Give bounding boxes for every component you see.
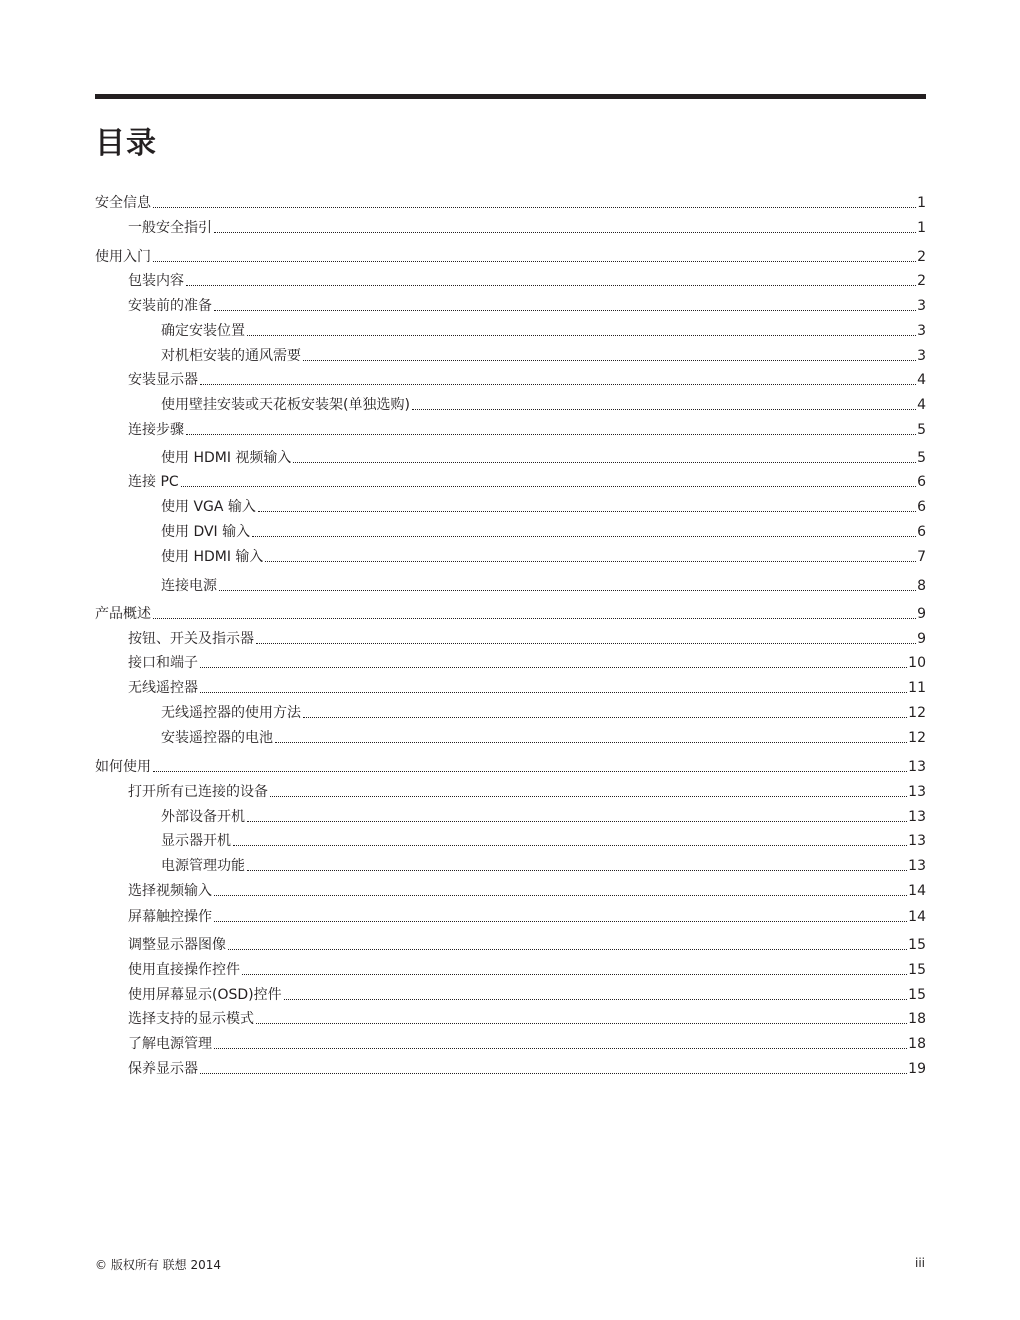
- toc-entry-label: 使用直接操作控件: [128, 962, 240, 978]
- toc-entry-label: 包装内容: [128, 273, 184, 289]
- toc-entry[interactable]: [95, 957, 926, 979]
- toc-entry-page: 7: [917, 549, 926, 565]
- toc-entry-label: 屏幕触控操作: [128, 909, 212, 925]
- toc-entry[interactable]: [95, 853, 926, 875]
- leader-dots: [270, 796, 907, 797]
- toc-entry-label: 使用 HDMI 视频输入: [161, 450, 292, 466]
- toc-entry-page: 6: [917, 524, 926, 540]
- toc-entry-page: 13: [908, 784, 926, 800]
- leader-dots: [153, 771, 907, 772]
- leader-dots: [275, 742, 907, 743]
- leader-dots: [242, 974, 907, 975]
- leader-dots: [247, 821, 907, 822]
- toc-entry[interactable]: [95, 469, 926, 491]
- toc-entry-label: 外部设备开机: [161, 809, 245, 825]
- leader-dots: [256, 643, 916, 644]
- leader-dots: [247, 870, 907, 871]
- toc-entry-page: 15: [908, 987, 926, 1003]
- toc-entry-page: 13: [908, 833, 926, 849]
- leader-dots: [247, 335, 916, 336]
- leader-dots: [153, 261, 916, 262]
- leader-dots: [214, 310, 916, 311]
- toc-entry[interactable]: [95, 367, 926, 389]
- toc-entry-page: 9: [917, 631, 926, 647]
- page-title: 目录: [95, 126, 157, 161]
- toc-entry-label: 使用屏幕显示(OSD)控件: [128, 987, 282, 1003]
- toc-entry-page: 5: [917, 450, 926, 466]
- toc-entry[interactable]: [95, 244, 926, 266]
- toc-entry-page: 19: [908, 1061, 926, 1077]
- toc-entry-label: 无线遥控器: [128, 680, 198, 696]
- toc-entry[interactable]: [95, 494, 926, 516]
- leader-dots: [219, 590, 916, 591]
- toc-entry[interactable]: [95, 982, 926, 1004]
- toc-entry-label: 如何使用: [95, 759, 151, 775]
- toc-entry[interactable]: [95, 725, 926, 747]
- toc-entry[interactable]: [95, 754, 926, 776]
- toc-entry-page: 2: [917, 249, 926, 265]
- leader-dots: [153, 618, 916, 619]
- toc-entry[interactable]: [95, 1006, 926, 1028]
- toc-entry-label: 使用入门: [95, 249, 151, 265]
- toc-entry-label: 连接电源: [161, 578, 217, 594]
- toc-entry[interactable]: [95, 392, 926, 414]
- header-rule: [95, 94, 926, 99]
- toc-entry-page: 1: [917, 220, 926, 236]
- leader-dots: [200, 667, 907, 668]
- toc-entry[interactable]: [95, 417, 926, 439]
- toc-entry-page: 11: [908, 680, 926, 696]
- toc-entry[interactable]: [95, 932, 926, 954]
- toc-entry-label: 安装遥控器的电池: [161, 730, 273, 746]
- toc-entry-label: 使用 DVI 输入: [161, 524, 251, 540]
- leader-dots: [265, 561, 916, 562]
- toc-entry[interactable]: [95, 1031, 926, 1053]
- toc-entry-page: 10: [908, 655, 926, 671]
- toc-entry-label: 按钮、开关及指示器: [128, 631, 254, 647]
- toc-entry-page: 3: [917, 348, 926, 364]
- toc-entry-label: 连接 PC: [128, 474, 179, 490]
- toc-entry[interactable]: [95, 268, 926, 290]
- toc-entry-page: 3: [917, 323, 926, 339]
- toc-entry-label: 保养显示器: [128, 1061, 198, 1077]
- toc-entry[interactable]: [95, 445, 926, 467]
- toc-entry-label: 安装显示器: [128, 372, 198, 388]
- toc-entry-label: 无线遥控器的使用方法: [161, 705, 301, 721]
- leader-dots: [256, 1023, 907, 1024]
- toc-entry-page: 13: [908, 759, 926, 775]
- leader-dots: [186, 434, 916, 435]
- toc-entry-label: 选择视频输入: [128, 883, 212, 899]
- toc-entry-page: 12: [908, 730, 926, 746]
- toc-entry-label: 打开所有已连接的设备: [128, 784, 268, 800]
- toc-entry-page: 18: [908, 1011, 926, 1027]
- toc-entry-label: 安装前的准备: [128, 298, 212, 314]
- toc-entry-page: 6: [917, 474, 926, 490]
- leader-dots: [252, 536, 916, 537]
- toc-entry[interactable]: [95, 318, 926, 340]
- toc-entry-label: 安全信息: [95, 195, 151, 211]
- leader-dots: [200, 1073, 907, 1074]
- toc-entry-label: 产品概述: [95, 606, 151, 622]
- toc-entry-page: 4: [917, 397, 926, 413]
- toc-entry-label: 选择支持的显示模式: [128, 1011, 254, 1027]
- toc-entry-label: 连接步骤: [128, 422, 184, 438]
- page-number: iii: [914, 1256, 925, 1270]
- toc-entry-label: 使用壁挂安装或天花板安装架(单独选购): [161, 397, 410, 413]
- toc-entry-page: 1: [917, 195, 926, 211]
- leader-dots: [293, 462, 916, 463]
- leader-dots: [214, 232, 916, 233]
- leader-dots: [214, 895, 907, 896]
- toc-entry[interactable]: [95, 601, 926, 623]
- toc-entry-page: 13: [908, 858, 926, 874]
- leader-dots: [186, 285, 916, 286]
- toc-entry[interactable]: [95, 1056, 926, 1078]
- toc-entry-label: 对机柜安装的通风需要: [161, 348, 301, 364]
- toc-entry[interactable]: [95, 293, 926, 315]
- leader-dots: [214, 1048, 907, 1049]
- toc-entry[interactable]: [95, 626, 926, 648]
- toc-entry-page: 15: [908, 962, 926, 978]
- toc-entry-label: 使用 VGA 输入: [161, 499, 256, 515]
- toc-entry-page: 4: [917, 372, 926, 388]
- toc-entry[interactable]: [95, 215, 926, 237]
- toc-entry-page: 15: [908, 937, 926, 953]
- leader-dots: [214, 921, 907, 922]
- leader-dots: [412, 409, 916, 410]
- toc-entry-label: 确定安装位置: [161, 323, 245, 339]
- toc-entry-page: 2: [917, 273, 926, 289]
- toc-entry[interactable]: [95, 828, 926, 850]
- leader-dots: [233, 845, 907, 846]
- toc-entry[interactable]: [95, 650, 926, 672]
- copyright-notice: © 版权所有 联想 2014: [95, 1258, 221, 1272]
- toc-entry-label: 调整显示器图像: [128, 937, 226, 953]
- toc-entry[interactable]: [95, 519, 926, 541]
- leader-dots: [153, 207, 916, 208]
- leader-dots: [258, 511, 916, 512]
- toc-entry-page: 12: [908, 705, 926, 721]
- toc-entry-page: 18: [908, 1036, 926, 1052]
- toc-entry-page: 8: [917, 578, 926, 594]
- toc-entry-page: 3: [917, 298, 926, 314]
- toc-entry-page: 14: [908, 909, 926, 925]
- toc-entry[interactable]: [95, 675, 926, 697]
- leader-dots: [228, 949, 907, 950]
- toc-entry-label: 使用 HDMI 输入: [161, 549, 264, 565]
- toc-entry-page: 5: [917, 422, 926, 438]
- toc-entry[interactable]: [95, 190, 926, 212]
- toc-entry-page: 9: [917, 606, 926, 622]
- toc-entry-page: 14: [908, 883, 926, 899]
- toc-entry-page: 13: [908, 809, 926, 825]
- toc-entry[interactable]: [95, 779, 926, 801]
- toc-entry-label: 电源管理功能: [161, 858, 245, 874]
- toc-entry[interactable]: [95, 544, 926, 566]
- toc-entry[interactable]: [95, 878, 926, 900]
- leader-dots: [303, 717, 907, 718]
- toc-entry-label: 显示器开机: [161, 833, 231, 849]
- leader-dots: [181, 486, 916, 487]
- toc-entry[interactable]: [95, 343, 926, 365]
- leader-dots: [200, 384, 916, 385]
- leader-dots: [284, 999, 908, 1000]
- toc-entry-label: 了解电源管理: [128, 1036, 212, 1052]
- toc-entry-page: 6: [917, 499, 926, 515]
- toc-entry[interactable]: [95, 904, 926, 926]
- toc-entry-label: 接口和端子: [128, 655, 198, 671]
- leader-dots: [303, 360, 916, 361]
- toc-entry[interactable]: [95, 804, 926, 826]
- toc-entry[interactable]: [95, 573, 926, 595]
- toc-entry[interactable]: [95, 700, 926, 722]
- leader-dots: [200, 692, 907, 693]
- toc-entry-label: 一般安全指引: [128, 220, 212, 236]
